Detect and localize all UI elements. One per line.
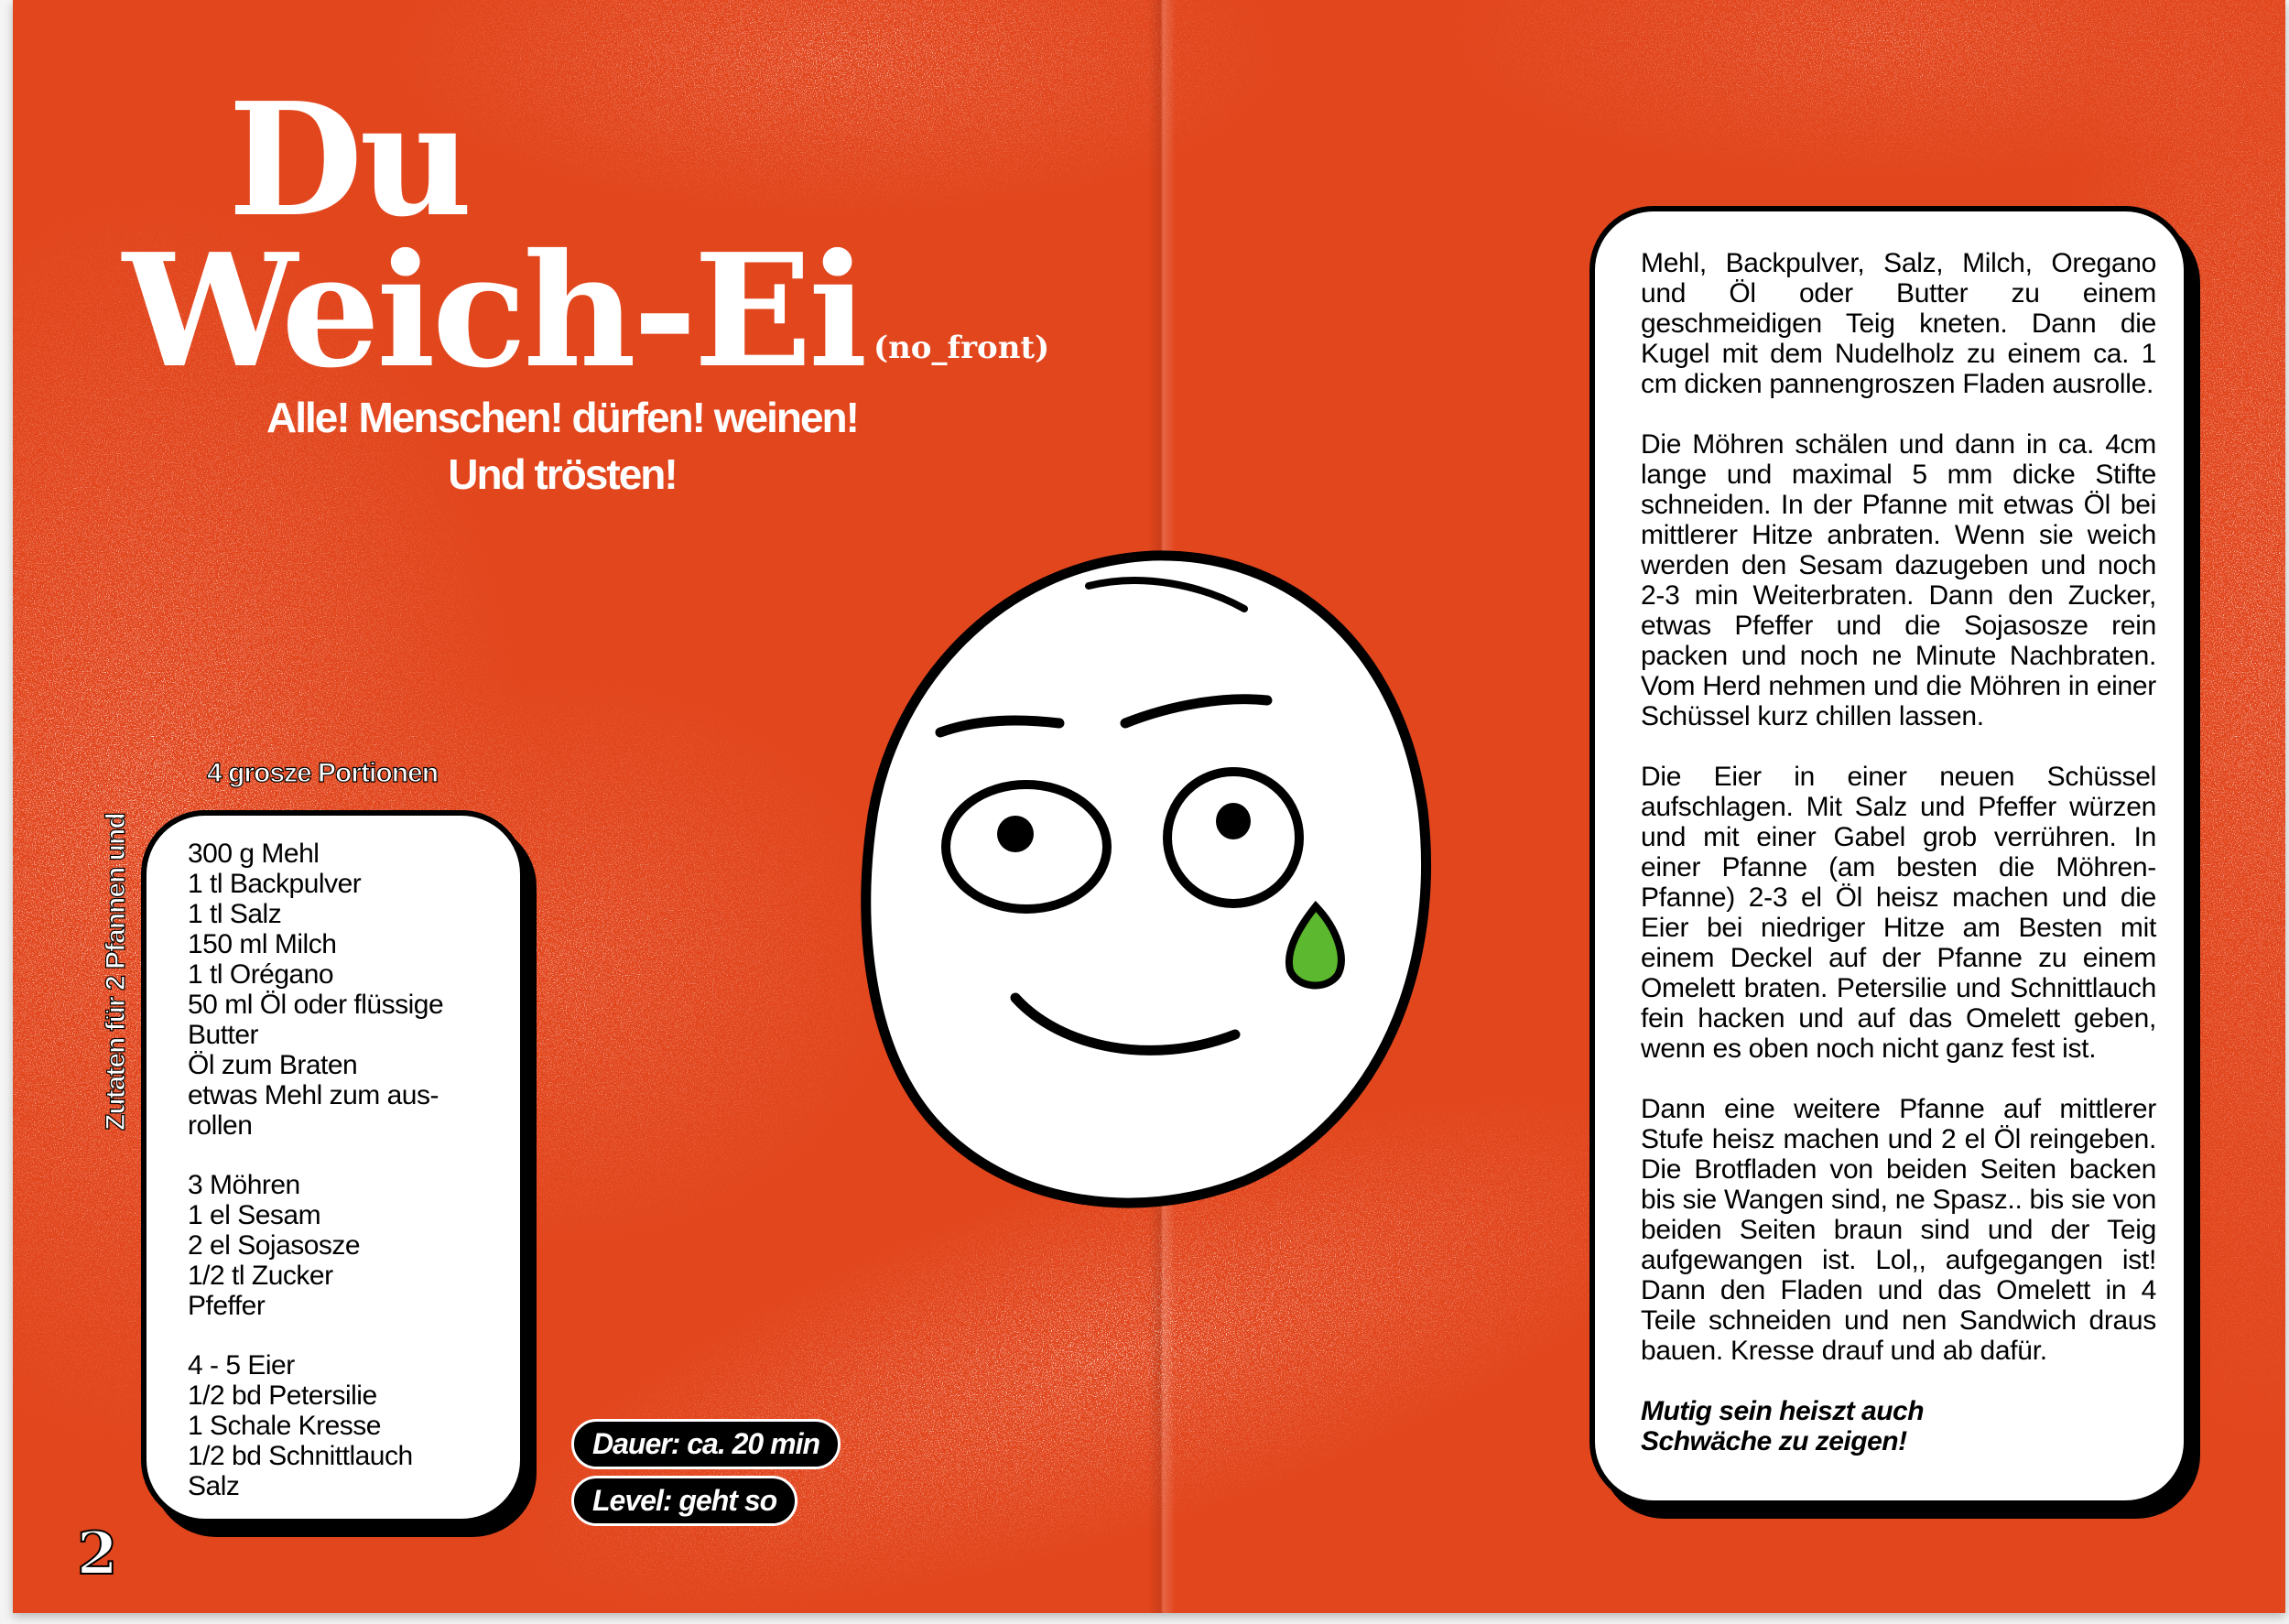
method-step-dough: Mehl, Backpulver, Salz, Milch, Oregano und Öl oder Butter zu einem geschmeidigen Teig kneten. Dann die Kugel mit dem Nudelholz zu einem ca. 1 cm dicken pannengroszen Fladen ausrolle.	[1641, 248, 2156, 399]
method-step-carrots: Die Möhren schälen und dann in ca. 4cm lange und maximal 5 mm dicke Stifte schneiden. In der Pfanne mit etwas Öl bei mittlerer Hitze anbraten. Wenn sie weich werden den Sesam dazugeben und noch 2-3 min Weiterbraten. Dann den Zucker, etwas Pfeffer und die Sojasosze rein packen und noch ne Minute Nachbraten. Vom Herd nehmen und die Möhren in einer Schüssel kurz chillen lassen.	[1641, 429, 2156, 731]
ingredient-group-eggs	[188, 1350, 502, 1501]
ingredient-group-dough	[188, 839, 502, 1141]
magazine-spread	[13, 0, 2285, 1613]
ingredient-item: Pfeffer	[188, 1291, 266, 1321]
ingredient-item: 1 tl Backpulver	[188, 869, 362, 899]
ingredient-item: rollen	[188, 1110, 253, 1141]
title-tag: (no_front)	[873, 330, 1050, 366]
duration-badge: Dauer: ca. 20 min	[571, 1419, 841, 1469]
ingredient-item: 50 ml Öl oder flüssige	[188, 990, 444, 1020]
ingredient-item: 1 el Sesam	[188, 1200, 321, 1230]
ingredient-item: 1 tl Salz	[188, 899, 282, 929]
level-badge: Level: geht so	[571, 1476, 797, 1526]
method-step-eggs: Die Eier in einer neuen Schüssel aufschlagen. Mit Salz und Pfeffer würzen und mit einer Gabel grob verrühren. In einer Pfanne (am besten die Möhren-Pfanne) 2-3 el Öl heisz machen und die Eier bei niedriger Hitze am Besten mit einem Deckel auf der Pfanne zu einem Omelett braten. Petersilie und Schnittlauch fein hacken und auf das Omelett geben, wenn es oben noch nicht ganz fest ist.	[1641, 762, 2156, 1064]
ingredient-item: etwas Mehl zum aus-	[188, 1080, 439, 1110]
ingredient-item: 4 - 5 Eier	[188, 1350, 295, 1380]
tagline-line-2: Und trösten!	[448, 450, 677, 499]
ingredient-item: Butter	[188, 1020, 259, 1050]
ingredients-card	[141, 810, 526, 1524]
ingredient-item: Öl zum Braten	[188, 1050, 358, 1080]
title-line-1: Du	[228, 69, 470, 252]
method-step-assemble: Dann eine weitere Pfanne auf mittlerer Stufe heisz machen und 2 el Öl reingeben. Die Brotfladen von beiden Seiten backen bis sie Wangen sind, ne Spasz.. bis sie von beiden Seiten braun sind und der Teig aufgewangen ist. Lol,, aufgegangen ist! Dann den Fladen und das Omelett in 4 Teile schneiden und nen Sandwich draus bauen. Kresse drauf und ab dafür.	[1641, 1094, 2156, 1366]
closing-quote	[1641, 1396, 2156, 1456]
ingredient-item: 1/2 tl Zucker	[188, 1261, 333, 1291]
method-card	[1589, 206, 2189, 1506]
ingredient-item: 3 Möhren	[188, 1170, 300, 1200]
ingredient-item: Salz	[188, 1471, 240, 1501]
ingredient-item: 300 g Mehl	[188, 839, 320, 869]
closing-line-1: Mutig sein heiszt auch	[1641, 1396, 1925, 1426]
ingredient-item: 1 tl Orégano	[188, 959, 334, 990]
ingredient-item: 1/2 bd Schnittlauch	[188, 1441, 413, 1471]
tagline-line-1: Alle! Menschen! dürfen! weinen!	[266, 394, 858, 441]
ingredient-item: 2 el Sojasosze	[188, 1230, 361, 1261]
ingredient-item: 1/2 bd Petersilie	[188, 1380, 377, 1411]
ingredient-item: 150 ml Milch	[188, 929, 337, 959]
portions-label: 4 grosze Portionen	[207, 758, 439, 788]
page-number: 2	[77, 1520, 118, 1588]
tagline	[196, 389, 928, 503]
ingredient-item: 1 Schale Kresse	[188, 1411, 381, 1441]
title-line-2: Weich-Ei	[123, 220, 864, 403]
crying-smiley-face-icon	[851, 536, 1446, 1231]
ingredients-for-label: Zutaten für 2 Pfannen und	[101, 813, 131, 1131]
closing-line-2: Schwäche zu zeigen!	[1641, 1426, 1907, 1456]
ingredient-group-carrots	[188, 1170, 502, 1321]
